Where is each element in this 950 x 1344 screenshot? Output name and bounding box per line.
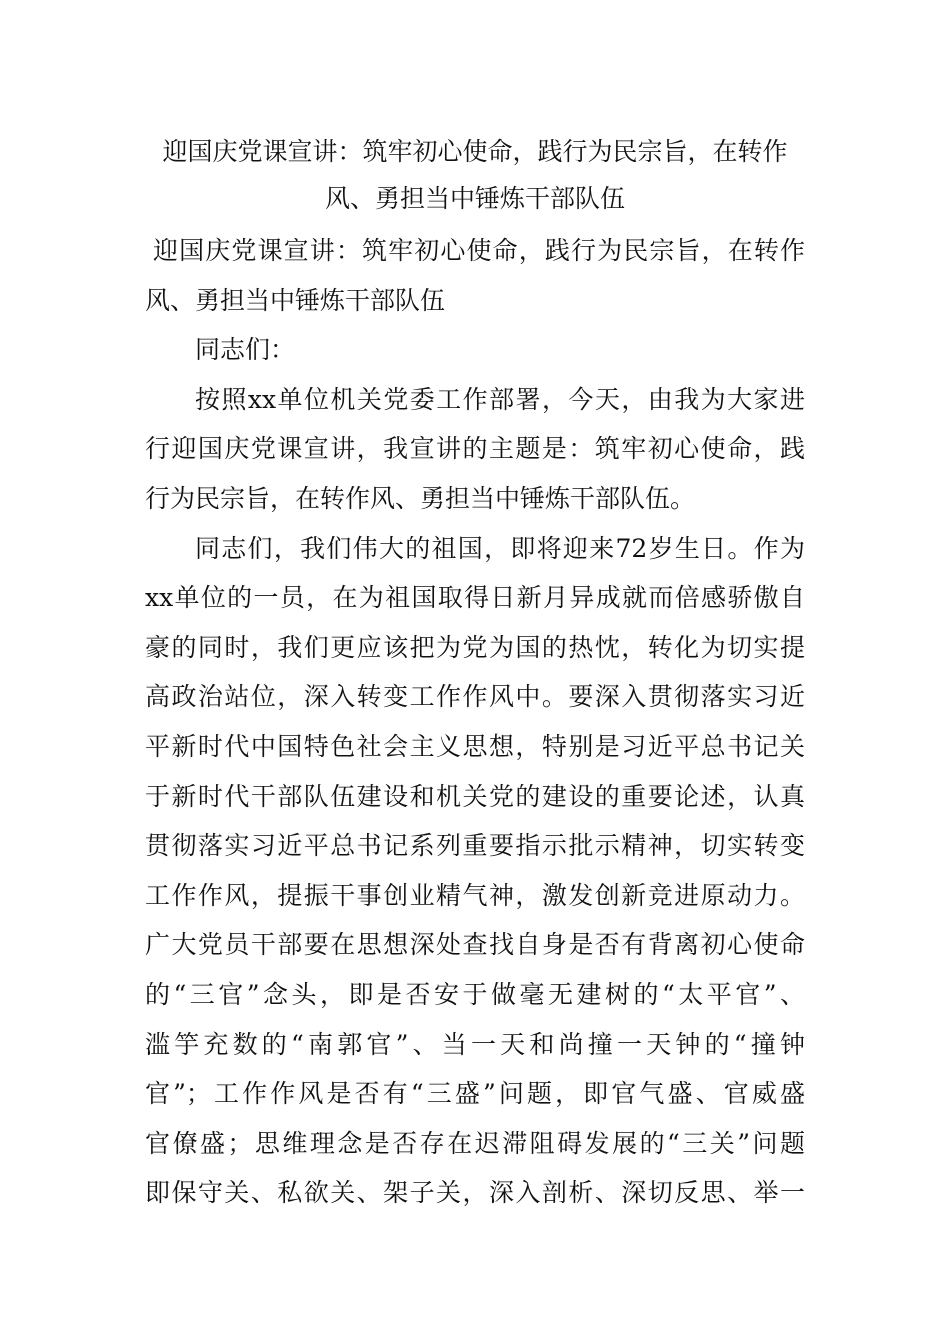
salutation: 同志们： [195, 335, 296, 365]
subtitle-line-2: 风、勇担当中锤炼干部队伍 [145, 285, 446, 315]
paragraph-2-line-8: 工作作风，提振干事创业精气神，激发创新竞进原动力。 [145, 880, 805, 910]
title-line-1: 迎国庆党课宣讲：筑牢初心使命，践行为民宗旨，在转作 [162, 137, 788, 166]
subtitle-line-1: 迎国庆党课宣讲：筑牢初心使命，践行为民宗旨，在转作 [153, 236, 805, 265]
title-line-2: 风、勇担当中锤炼干部队伍 [324, 184, 625, 213]
paragraph-2-line-10: 的“三官”念头，即是否安于做毫无建树的“太平官”、 [145, 979, 805, 1009]
paragraph-1-line-3: 行为民宗旨，在转作风、勇担当中锤炼干部队伍。 [145, 483, 696, 513]
document-body [145, 226, 805, 1218]
paragraph-2-line-13: 官僚盛；思维理念是否存在迟滞阻碍发展的“三关”问题 [145, 1128, 805, 1158]
paragraph-1-line-1: 按照xx单位机关党委工作部署，今天，由我为大家进 [195, 384, 805, 414]
paragraph-2-line-14: 即保守关、私欲关、架子关，深入剖析、深切反思、举一 [145, 1178, 805, 1208]
paragraph-2-line-5: 平新时代中国特色社会主义思想，特别是习近平总书记关 [145, 731, 805, 761]
paragraph-2-line-7: 贯彻落实习近平总书记系列重要指示批示精神，切实转变 [145, 831, 805, 861]
paragraph-2-line-2: xx单位的一员，在为祖国取得日新月异成就而倍感骄傲自 [145, 583, 805, 613]
paragraph-2-line-11: 滥竽充数的“南郭官”、当一天和尚撞一天钟的“撞钟 [145, 1029, 805, 1059]
paragraph-2-line-4: 高政治站位，深入转变工作作风中。要深入贯彻落实习近 [145, 682, 805, 712]
paragraph-2-line-3: 豪的同时，我们更应该把为党为国的热忱，转化为切实提 [145, 632, 805, 662]
paragraph-2-line-1: 同志们，我们伟大的祖国，即将迎来72岁生日。作为 [195, 533, 805, 563]
paragraph-1-line-2: 行迎国庆党课宣讲，我宣讲的主题是：筑牢初心使命，践 [145, 434, 805, 464]
paragraph-2-line-6: 于新时代干部队伍建设和机关党的建设的重要论述，认真 [145, 781, 805, 811]
paragraph-2-line-9: 广大党员干部要在思想深处查找自身是否有背离初心使命 [145, 930, 805, 960]
paragraph-2-line-12: 官”；工作作风是否有“三盛”问题，即官气盛、官威盛 [145, 1079, 805, 1109]
document-title [145, 128, 805, 222]
